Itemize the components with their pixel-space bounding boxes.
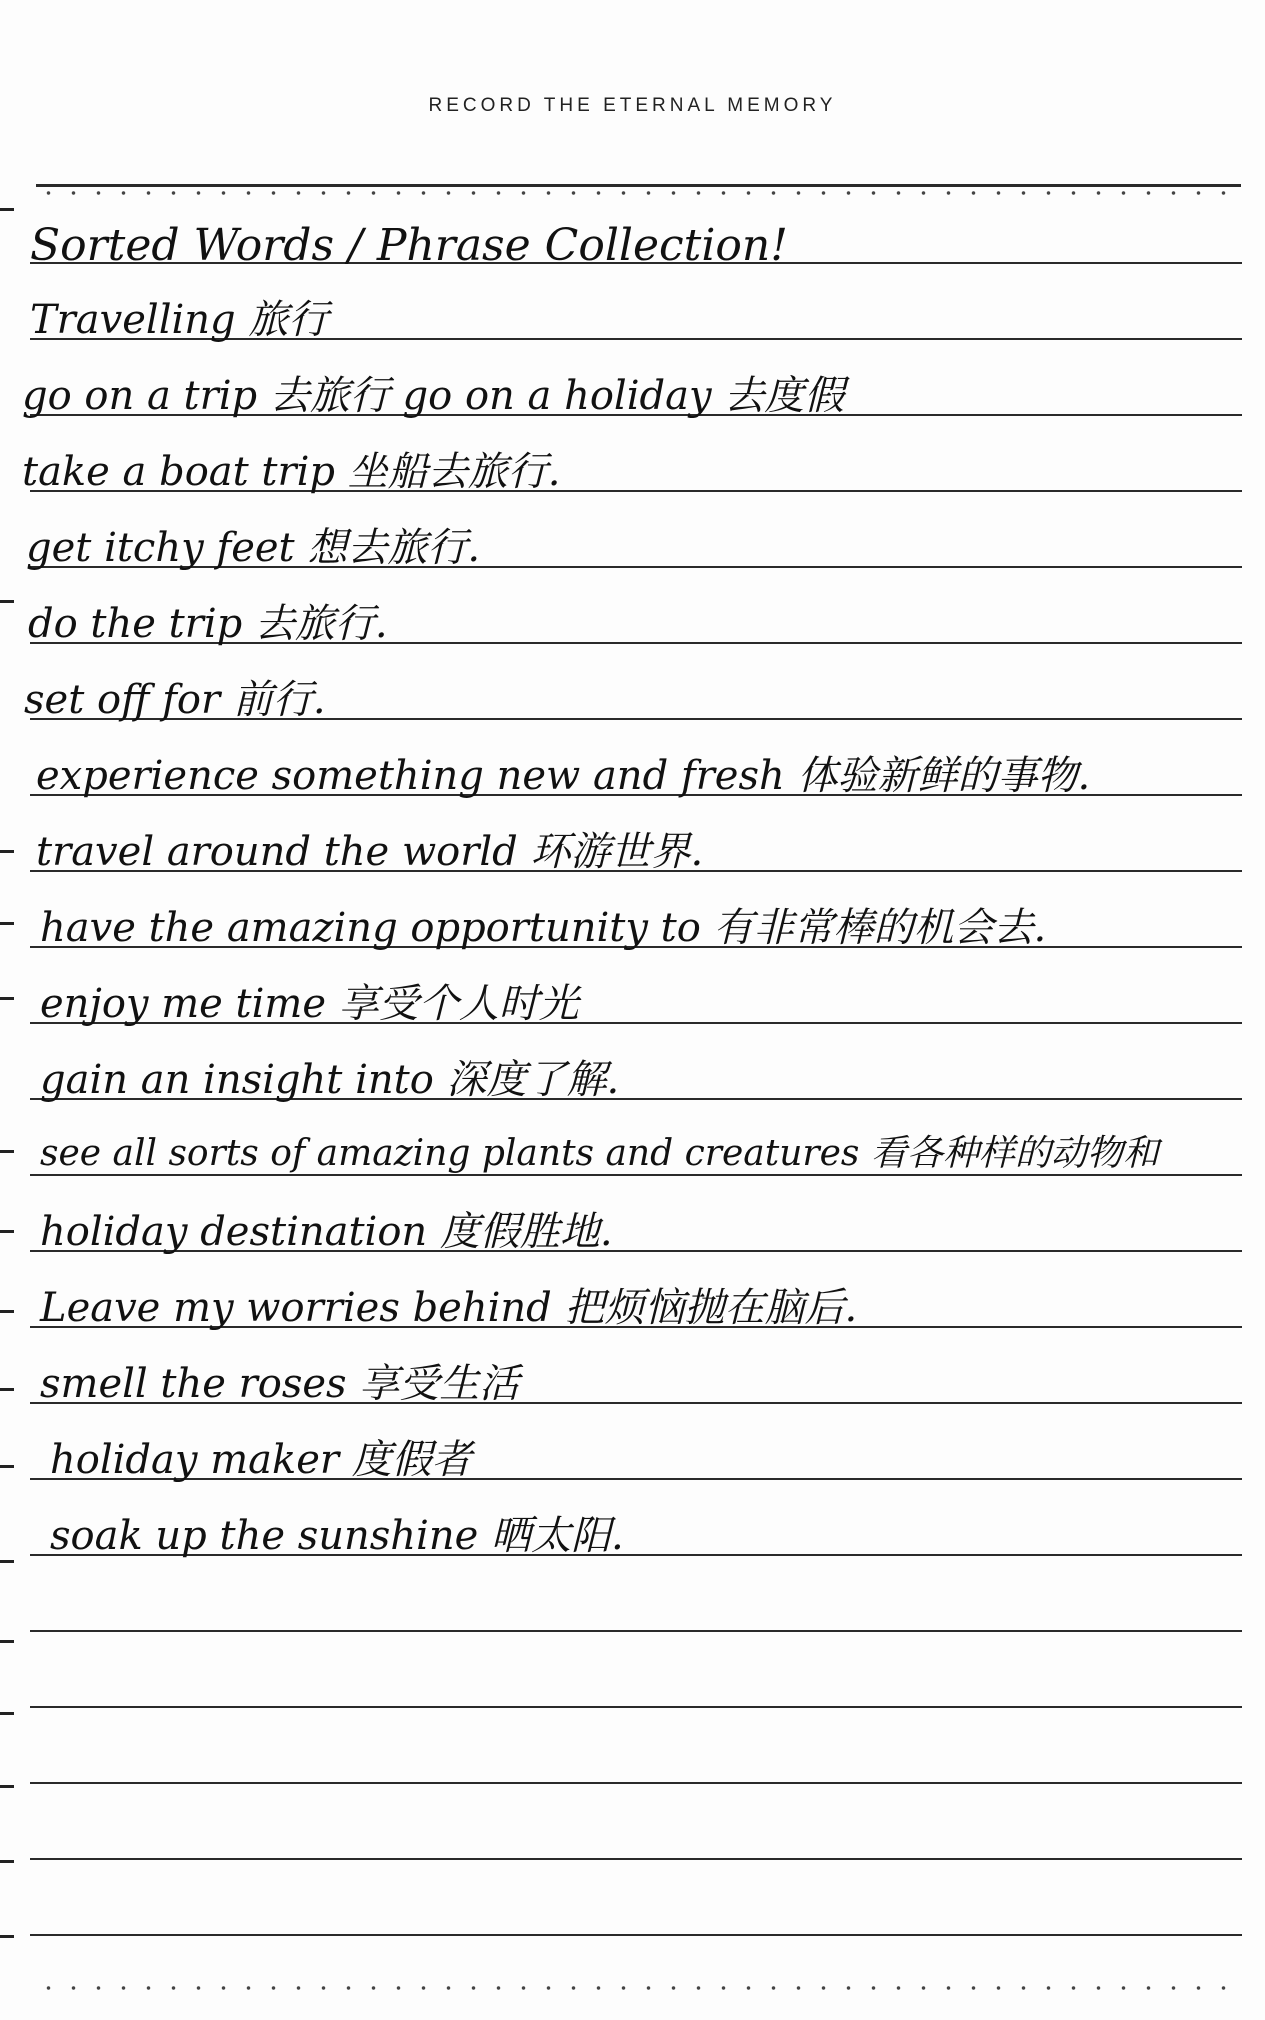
top-rule — [36, 184, 1241, 187]
margin-mark — [0, 1560, 14, 1563]
margin-mark — [0, 208, 14, 211]
note-line: Leave my worries behind 把烦恼抛在脑后. — [40, 1285, 858, 1331]
note-line: set off for 前行. — [24, 677, 326, 723]
note-line: smell the roses 享受生活 — [40, 1361, 520, 1407]
note-line: go on a trip 去旅行 go on a holiday 去度假 — [22, 373, 845, 419]
bottom-dot-row — [36, 1985, 1241, 1991]
note-line: travel around the world 环游世界. — [36, 829, 704, 875]
margin-mark — [0, 1230, 14, 1233]
margin-mark — [0, 1712, 14, 1715]
page-header: RECORD THE ETERNAL MEMORY — [428, 95, 837, 116]
note-line: Travelling 旅行 — [30, 297, 329, 343]
margin-mark — [0, 922, 14, 925]
margin-mark — [0, 600, 14, 603]
margin-mark — [0, 850, 14, 853]
ruled-line — [30, 1630, 1242, 1632]
margin-mark — [0, 1785, 14, 1788]
margin-mark — [0, 1860, 14, 1863]
note-line: get itchy feet 想去旅行. — [26, 525, 481, 571]
ruled-line — [30, 1934, 1242, 1936]
note-line: experience something new and fresh 体验新鲜的事物. — [36, 753, 1091, 799]
top-dot-row — [36, 190, 1241, 196]
margin-mark — [0, 997, 14, 1000]
ruled-line — [30, 1858, 1242, 1860]
margin-mark — [0, 1640, 14, 1643]
margin-mark — [0, 1150, 14, 1153]
note-line: enjoy me time 享受个人时光 — [40, 981, 579, 1027]
note-line: soak up the sunshine 晒太阳. — [50, 1513, 624, 1559]
note-line: do the trip 去旅行. — [28, 601, 388, 647]
margin-mark — [0, 1465, 14, 1468]
note-heading: Sorted Words / Phrase Collection! — [30, 220, 788, 271]
note-line: gain an insight into 深度了解. — [40, 1057, 620, 1103]
ruled-line — [30, 1174, 1242, 1176]
note-line: holiday destination 度假胜地. — [40, 1209, 613, 1255]
margin-mark — [0, 1388, 14, 1391]
note-line: holiday maker 度假者 — [50, 1437, 472, 1483]
ruled-line — [30, 1782, 1242, 1784]
note-line: have the amazing opportunity to 有非常棒的机会去. — [40, 905, 1047, 951]
note-line: see all sorts of amazing plants and creatures 看各种样的动物和 — [40, 1133, 1159, 1174]
margin-mark — [0, 1310, 14, 1313]
note-line: take a boat trip 坐船去旅行. — [22, 449, 561, 495]
ruled-line — [30, 1706, 1242, 1708]
margin-mark — [0, 1935, 14, 1938]
